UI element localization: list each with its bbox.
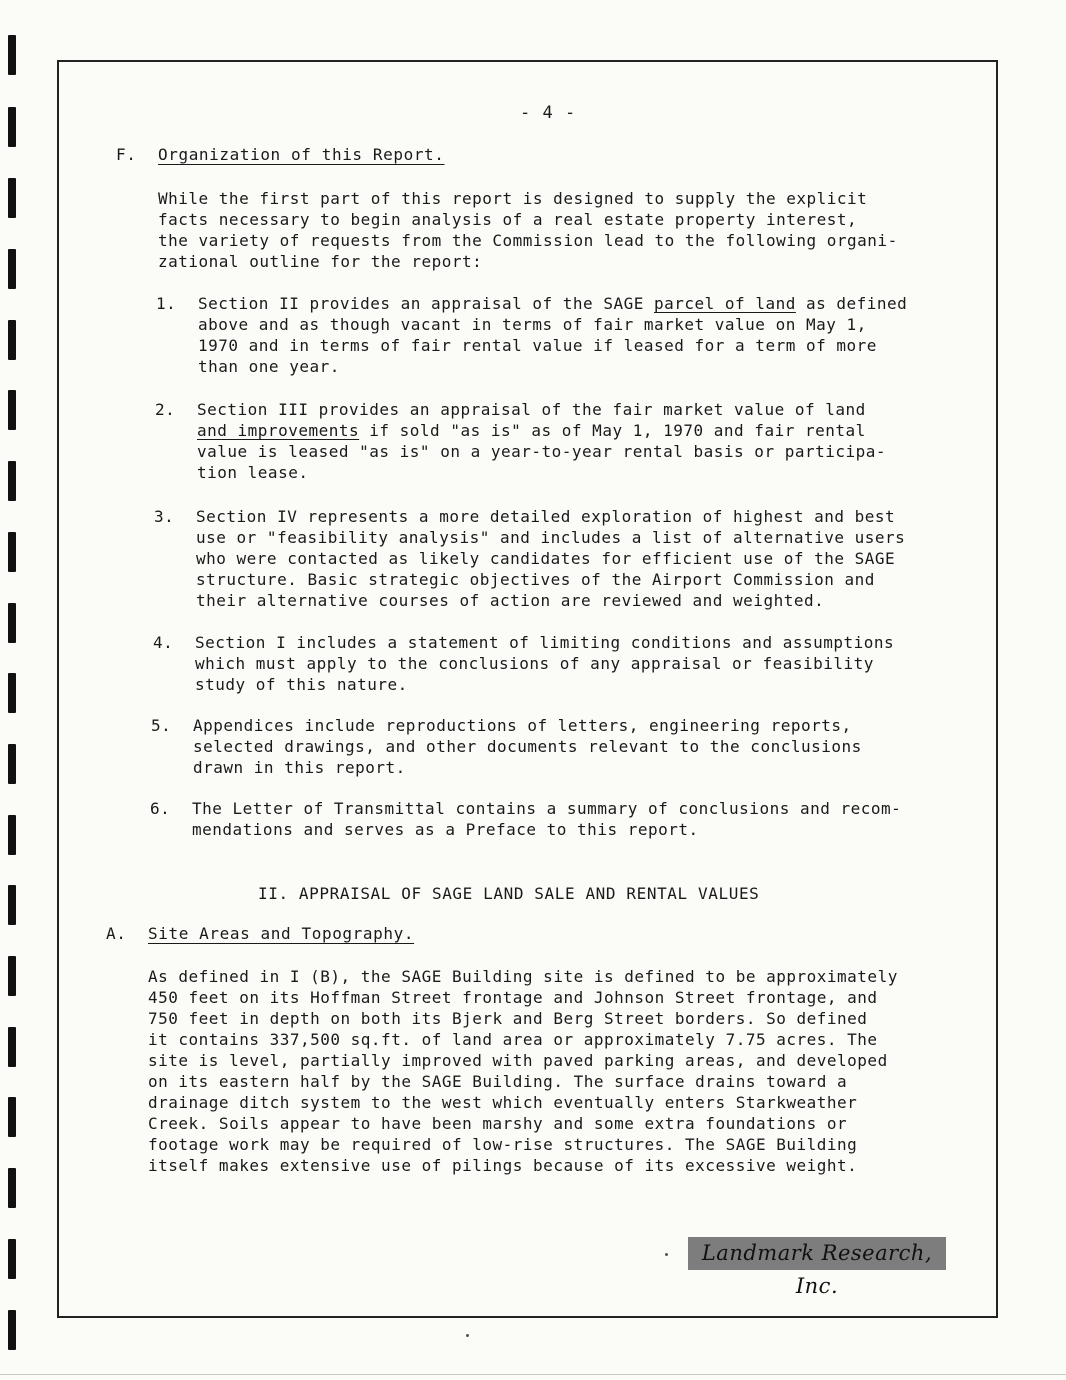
item-line: Appendices include reproductions of letters, engineering reports, [193,716,852,735]
section-letter: A. [106,924,127,943]
item-line: study of this nature. [195,675,408,694]
item-line: structure. Basic strategic objectives of the Airport Commission and [196,570,875,589]
item-text [193,715,862,778]
item-line [197,420,886,441]
item-line: Section I includes a statement of limiting conditions and assumptions [195,633,895,652]
paragraph-line: zational outline for the report: [158,252,483,271]
item-line: use or "feasibility analysis" and includes a list of alternative users [196,528,906,547]
binder-mark [8,320,16,360]
paragraph-line: on its eastern half by the SAGE Building. The surface drains toward a [148,1072,848,1091]
section-title: Organization of this Report. [158,145,445,164]
section-title: Site Areas and Topography. [148,924,415,943]
binder-mark [8,1027,16,1067]
stray-dot [665,1253,668,1256]
item-line: who were contacted as likely candidates for efficient use of the SAGE [196,549,896,568]
item-line: Section III provides an appraisal of the fair market value of land [197,400,866,419]
paragraph-line: While the first part of this report is designed to supply the explicit [158,189,868,208]
item-line [198,293,907,314]
binder-mark [8,107,16,147]
page-number: - 4 - [520,103,577,123]
item-line: selected drawings, and other documents relevant to the conclusions [193,737,862,756]
item-text [198,293,907,377]
item-line: value is leased "as is" on a year-to-year rental basis or participa- [197,442,887,461]
binder-mark [8,532,16,572]
paragraph-line: footage work may be required of low-rise structures. The SAGE Building [148,1135,858,1154]
binder-mark [8,603,16,643]
binder-mark [8,461,16,501]
site-description-paragraph [148,966,898,1176]
item-number: 6. [150,799,171,818]
paragraph-line: it contains 337,500 sq.ft. of land area or approximately 7.75 acres. The [148,1030,878,1049]
binder-mark [8,885,16,925]
binder-mark [8,35,16,75]
paragraph-line: Creek. Soils appear to have been marshy and some extra foundations or [148,1114,848,1133]
binder-mark [8,1310,16,1350]
item-line: than one year. [198,357,340,376]
item-line: The Letter of Transmittal contains a summary of conclusions and recom- [192,799,902,818]
item-line-part: if sold "as is" as of May 1, 1970 and fair rental [359,421,866,440]
section-letter: F. [116,145,137,164]
item-line: above and as though vacant in terms of fair market value on May 1, [198,315,867,334]
item-line: Section IV represents a more detailed exploration of highest and best [196,507,896,526]
company-stamp: Landmark Research, Inc. [688,1237,946,1270]
item-text [197,399,886,483]
item-line: 1970 and in terms of fair rental value if leased for a term of more [198,336,877,355]
scan-edge-line [0,1374,1066,1375]
item-number: 1. [156,294,177,313]
item-number: 3. [154,507,175,526]
paragraph-line: facts necessary to begin analysis of a real estate property interest, [158,210,858,229]
item-line-part: Section II provides an appraisal of the SAGE [198,294,654,313]
underlined-phrase: parcel of land [653,294,796,313]
paragraph-line: the variety of requests from the Commission lead to the following organi- [158,231,898,250]
paragraph-line: As defined in I (B), the SAGE Building site is defined to be approximately [148,967,898,986]
binder-mark [8,1239,16,1279]
binder-mark [8,956,16,996]
item-line: tion lease. [197,463,309,482]
binder-mark [8,178,16,218]
item-line: their alternative courses of action are reviewed and weighted. [196,591,825,610]
paragraph-line: 450 feet on its Hoffman Street frontage and Johnson Street frontage, and [148,988,878,1007]
underlined-phrase: and improvements [197,421,360,440]
binder-mark [8,1168,16,1208]
item-text [196,506,905,611]
item-line: drawn in this report. [193,758,406,777]
stray-dot [466,1334,469,1337]
binder-mark [8,249,16,289]
binder-mark [8,673,16,713]
binder-mark [8,1097,16,1137]
item-number: 2. [155,400,176,419]
item-line: which must apply to the conclusions of any appraisal or feasibility [195,654,874,673]
binder-hole-marks [4,0,20,1380]
binder-mark [8,815,16,855]
item-line-part: as defined [795,294,908,313]
item-text [192,798,901,840]
paragraph-line: 750 feet in depth on both its Bjerk and Berg Street borders. So defined [148,1009,868,1028]
item-number: 4. [153,633,174,652]
paragraph-line: itself makes extensive use of pilings because of its excessive weight. [148,1156,858,1175]
binder-mark [8,744,16,784]
item-number: 5. [151,716,172,735]
paragraph-line: drainage ditch system to the west which eventually enters Starkweather [148,1093,858,1112]
paragraph-line: site is level, partially improved with paved parking areas, and developed [148,1051,888,1070]
intro-paragraph [158,188,898,272]
item-line: mendations and serves as a Preface to this report. [192,820,699,839]
part-two-heading: II. APPRAISAL OF SAGE LAND SALE AND RENTAL VALUES [258,884,760,903]
binder-mark [8,390,16,430]
item-text [195,632,894,695]
